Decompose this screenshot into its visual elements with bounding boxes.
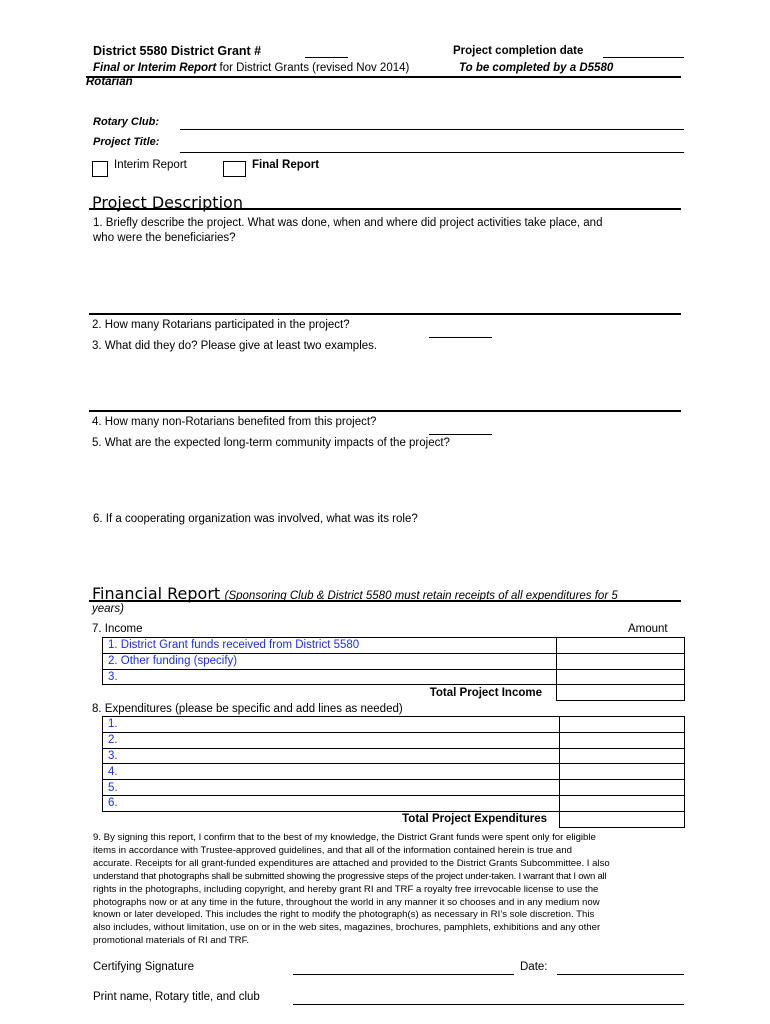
rotary-club-label: Rotary Club: [93,116,159,128]
subtitle-rest: for District Grants (revised Nov 2014) [219,62,410,74]
income-row-label[interactable]: 3. [103,669,557,685]
interim-report-label: Interim Report [114,159,187,171]
certification-line: photographs now or at any time in the future, throughout the world in any manner it so chooses and in any medium now [93,896,600,908]
table-row [103,732,685,748]
table-row [103,685,685,701]
table-row [103,811,685,827]
table-row [103,748,685,764]
total-income-cell[interactable] [557,685,685,701]
signature-field[interactable] [293,974,514,975]
completion-date-label: Project completion date [453,45,584,57]
expenditure-row-label[interactable]: 6. [103,795,560,811]
question-5: 5. What are the expected long-term community impacts of the project? [92,437,450,449]
table-row [103,638,685,654]
project-title-label: Project Title: [93,136,160,148]
certification-line: 9. By signing this report, I confirm that to the best of my knowledge, the District Grant funds were spent only for eligible [93,832,596,843]
grant-number-label: District 5580 District Grant # [93,44,262,58]
table-row [103,653,685,669]
expenditure-row-label[interactable]: 3. [103,748,560,764]
income-amount-cell[interactable] [557,638,685,654]
expenditure-row-label[interactable]: 5. [103,780,560,796]
question-3: 3. What did they do? Please give at least two examples. [92,340,378,352]
expenditure-amount-cell[interactable] [560,780,685,796]
question-2: 2. How many Rotarians participated in the project? [92,319,350,331]
expenditure-row-label[interactable]: 2. [103,732,560,748]
expenditures-table [102,716,685,828]
certification-line: also includes, without limitation, use on or in the web sites, magazines, brochures, pamphlets, exhibitions and any other [93,922,601,934]
subtitle-bold: Final or Interim Report [93,62,217,74]
question-1: 1. Briefly describe the project. What was done, when and where did project activities take place, and [93,217,603,229]
header-rule [86,76,681,78]
amount-label: Amount [628,623,668,635]
final-report-checkbox[interactable] [223,161,246,177]
financial-report-note: (Sponsoring Club & District 5580 must retain receipts of all expenditures for 5 [224,590,618,602]
project-title-field[interactable] [180,152,684,153]
certification-line: promotional materials of RI and TRF. [93,935,250,947]
certification-text [93,832,693,948]
question-4: 4. How many non-Rotarians benefited from this project? [92,416,377,428]
non-rotarians-count-field[interactable] [429,434,492,435]
table-row [103,717,685,733]
print-name-field[interactable] [293,1004,684,1005]
table-row [103,764,685,780]
answer-rule-1 [89,313,681,315]
completion-date-field[interactable] [603,57,684,58]
rotary-club-field[interactable] [180,129,684,130]
total-expenditures-label: Total Project Expenditures [402,813,547,826]
certification-line: items in accordance with Trustee-approved guidelines, and that all of the information contained herein is true and [93,844,572,856]
date-label: Date: [520,961,548,973]
interim-report-checkbox[interactable] [92,161,108,177]
income-row-label: 1. District Grant funds received from District 5580 [103,638,557,654]
expenditure-amount-cell[interactable] [560,795,685,811]
total-income-label: Total Project Income [429,687,542,700]
completed-by-note: To be completed by a D5580 [459,62,614,74]
certification-line: rights in the photographs, including copyright, and hereby grant RI and TRF a royalty free irrevocable license to use the [93,883,599,895]
expenditure-row-label[interactable]: 1. [103,717,560,733]
certification-line: accurate. Receipts for all grant-funded expenditures are attached and provided to the District Grants Subcommittee. I also [93,857,610,869]
income-amount-cell[interactable] [557,669,685,685]
expenditures-label: 8. Expenditures (please be specific and add lines as needed) [92,703,403,715]
total-expenditures-cell[interactable] [560,811,685,827]
question-6: 6. If a cooperating organization was involved, what was its role? [93,513,418,525]
signature-label: Certifying Signature [93,961,194,973]
income-table [102,637,685,701]
financial-report-note-cont: years) [92,603,124,615]
question-1-cont: who were the beneficiaries? [93,232,236,244]
print-name-label: Print name, Rotary title, and club [93,991,260,1003]
expenditure-amount-cell[interactable] [560,717,685,733]
rotarians-count-field[interactable] [429,337,492,338]
expenditure-amount-cell[interactable] [560,764,685,780]
expenditure-amount-cell[interactable] [560,732,685,748]
financial-rule [89,600,681,602]
grant-number-field[interactable] [305,57,348,58]
final-report-label: Final Report [252,159,320,171]
answer-rule-2 [89,410,681,412]
expenditure-row-label[interactable]: 4. [103,764,560,780]
certification-line: known or later developed. This includes the right to modify the photograph(s) as necessary in RI’s sole discretion. This [93,909,595,921]
table-row [103,669,685,685]
financial-report-title: Financial Report [92,584,221,603]
completed-by-note-cont: Rotarian [86,76,133,88]
expenditure-amount-cell[interactable] [560,748,685,764]
income-label: 7. Income [92,623,143,635]
date-field[interactable] [557,974,684,975]
income-amount-cell[interactable] [557,653,685,669]
report-subtitle [93,62,409,74]
section-rule [89,208,681,210]
certification-line: understand that photographs shall be submitted showing the progressive steps of the project under-taken. I warrant that I own all [93,870,607,882]
project-description-title: Project Description [92,193,243,212]
table-row [103,780,685,796]
table-row [103,795,685,811]
income-row-label[interactable]: 2. Other funding (specify) [103,653,557,669]
